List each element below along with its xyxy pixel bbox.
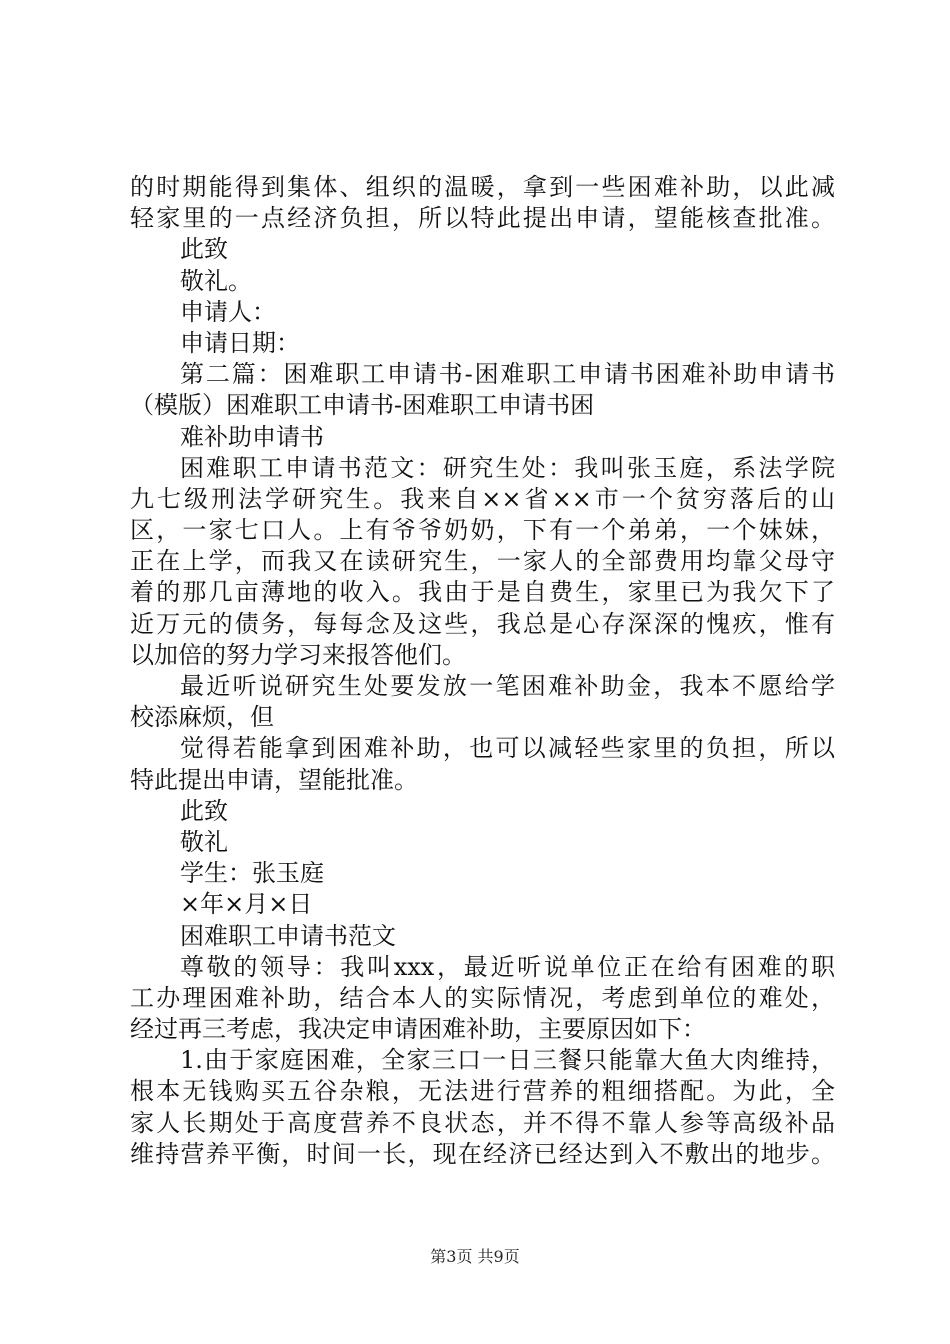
body-line: 工办理困难补助，结合本人的实际情况，考虑到单位的难处，: [130, 983, 835, 1012]
body-line: 觉得若能拿到困难补助，也可以减轻些家里的负担，所以: [180, 734, 835, 763]
body-line: 以加倍的努力学习来报答他们。: [130, 640, 466, 669]
page-footer: [0, 1244, 950, 1267]
section-heading-line: 困难职工申请书范文: [180, 921, 396, 950]
section-heading-line: 第二篇：困难职工申请书-困难职工申请书困难补助申请书: [180, 360, 835, 389]
section-heading-line: （模版）困难职工申请书-困难职工申请书困: [130, 391, 595, 420]
body-line: 申请人：: [180, 297, 276, 326]
body-line: 特此提出申请，望能批准。: [130, 765, 418, 794]
body-line: 校添麻烦，但: [130, 703, 274, 732]
body-line: 着的那几亩薄地的收入。我由于是自费生，家里已为我欠下了: [130, 578, 835, 607]
body-line: 最近听说研究生处要发放一笔困难补助金，我本不愿给学: [180, 672, 835, 700]
body-line: 此致: [180, 235, 228, 264]
body-line: 区，一家七口人。上有爷爷奶奶，下有一个弟弟，一个妹妹，: [130, 516, 835, 545]
body-line: 1.由于家庭困难，全家三口一日三餐只能靠大鱼大肉维持，: [180, 1046, 835, 1075]
body-line: 尊敬的领导：我叫xxx，最近听说单位正在给有困难的职: [180, 952, 835, 981]
body-line: 轻家里的一点经济负担，所以特此提出申请，望能核查批准。: [130, 204, 835, 233]
body-line: 家人长期处于高度营养不良状态，并不得不靠人参等高级补品: [130, 1108, 835, 1137]
body-line: ×年×月×日: [180, 890, 313, 919]
body-line: 敬礼: [180, 827, 228, 856]
body-line: 经过再三考虑，我决定申请困难补助，主要原因如下：: [130, 1015, 706, 1044]
body-line: 九七级刑法学研究生。我来自××省××市一个贫穷落后的山: [130, 484, 835, 513]
body-line: 学生：张玉庭: [180, 859, 324, 888]
body-line: 近万元的债务，每每念及这些，我总是心存深深的愧疚，惟有: [130, 609, 835, 638]
body-line: 的时期能得到集体、组织的温暖，拿到一些困难补助，以此减: [130, 173, 835, 201]
body-line: 此致: [180, 796, 228, 825]
body-line: 敬礼。: [180, 266, 252, 295]
section-heading-line: 难补助申请书: [180, 422, 324, 451]
body-line: 维持营养平衡，时间一长，现在经济已经达到入不敷出的地步。: [130, 1139, 835, 1168]
body-line: 正在上学，而我又在读研究生，一家人的全部费用均靠父母守: [130, 547, 835, 576]
body-line: 困难职工申请书范文：研究生处：我叫张玉庭，系法学院: [180, 453, 835, 482]
body-line: 申请日期：: [180, 328, 300, 357]
body-line: 根本无钱购买五谷杂粮，无法进行营养的粗细搭配。为此，全: [130, 1077, 835, 1106]
document-body: [130, 172, 835, 1170]
page-number: 第3页 共9页: [430, 1247, 520, 1266]
